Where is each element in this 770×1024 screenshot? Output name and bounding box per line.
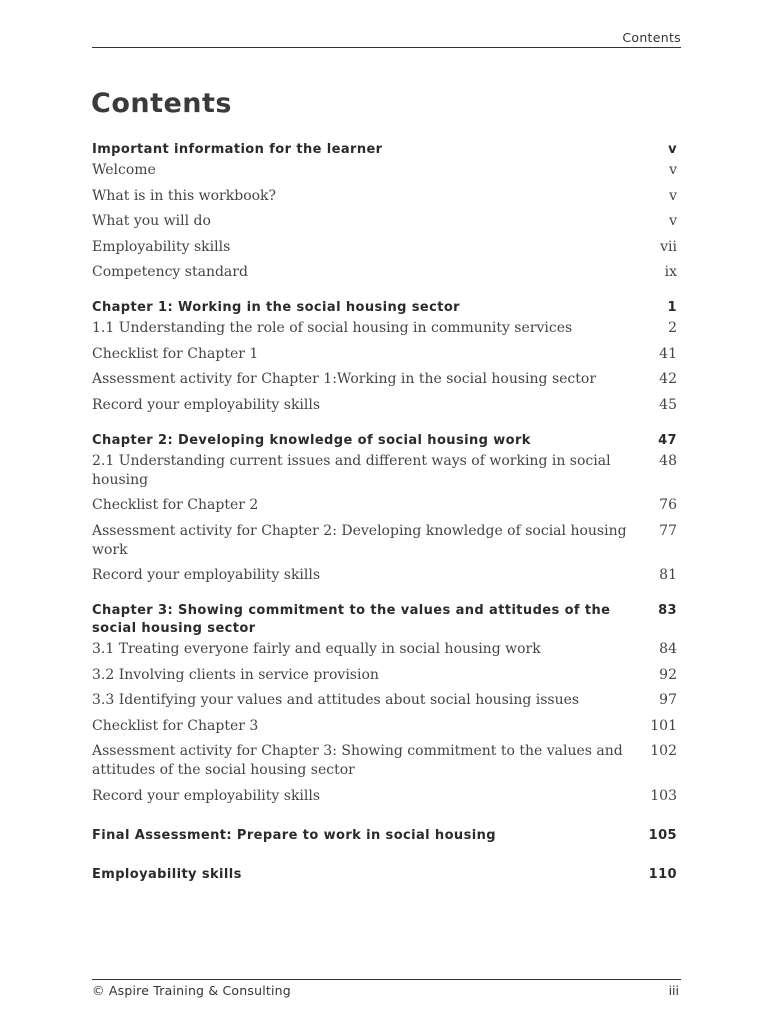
- toc-section-heading[interactable]: [92, 866, 681, 884]
- toc-heading-title: Important information for the learner: [92, 142, 383, 157]
- page-title: Contents: [91, 88, 233, 119]
- footer-copyright: © Aspire Training & Consulting: [92, 983, 291, 998]
- toc-entry-title: Assessment activity for Chapter 3: Showing commitment to the values and attitudes of the social housing sector: [92, 743, 623, 778]
- toc-entry-page: v: [669, 187, 677, 204]
- toc-entry[interactable]: [92, 522, 681, 560]
- toc-entry[interactable]: [92, 370, 681, 389]
- toc-heading-title: Chapter 2: Developing knowledge of social housing work: [92, 432, 531, 448]
- toc-entry-page: 48: [659, 452, 677, 469]
- toc-entry-page: 81: [659, 567, 677, 583]
- footer-page-number: iii: [668, 983, 679, 998]
- toc-heading-page: v: [668, 142, 677, 157]
- footer-rule: [92, 979, 681, 980]
- toc-section-heading[interactable]: [92, 141, 681, 159]
- toc-entry-title: What you will do: [92, 213, 211, 229]
- toc-entry[interactable]: [92, 666, 681, 685]
- toc-entry[interactable]: [92, 345, 681, 364]
- toc-entry[interactable]: [92, 787, 681, 806]
- toc-entry-page: 76: [659, 497, 677, 513]
- toc-section: [92, 602, 681, 806]
- toc-entry-page: 97: [659, 692, 677, 708]
- toc-section-heading[interactable]: [92, 432, 681, 450]
- table-of-contents: [92, 141, 681, 884]
- toc-entry[interactable]: [92, 212, 681, 231]
- toc-entry[interactable]: [92, 263, 681, 282]
- toc-entry-title: Assessment activity for Chapter 1:Working in the social housing sector: [92, 371, 597, 387]
- toc-entry-page: 92: [659, 666, 677, 683]
- toc-entry-page: v: [669, 213, 677, 229]
- toc-entry[interactable]: [92, 161, 681, 180]
- toc-heading-page: 47: [658, 432, 677, 448]
- toc-entry-title: Checklist for Chapter 1: [92, 345, 259, 362]
- toc-heading-title: Final Assessment: Prepare to work in social housing: [92, 827, 496, 843]
- toc-section-heading[interactable]: [92, 602, 681, 638]
- toc-section: [92, 827, 681, 845]
- header-rule: [92, 47, 681, 48]
- toc-entry[interactable]: [92, 691, 681, 710]
- toc-entry-page: 45: [659, 396, 677, 413]
- toc-entry[interactable]: [92, 496, 681, 515]
- toc-entry-page: vii: [660, 238, 677, 255]
- toc-entry[interactable]: [92, 717, 681, 736]
- toc-entry-title: 1.1 Understanding the role of social housing in community services: [92, 320, 573, 336]
- toc-entry-title: Employability skills: [92, 238, 231, 255]
- toc-entry-title: Record your employability skills: [92, 787, 321, 804]
- toc-entry-title: Assessment activity for Chapter 2: Developing knowledge of social housing work: [92, 522, 627, 558]
- toc-entry[interactable]: [92, 566, 681, 585]
- toc-section: [92, 299, 681, 415]
- toc-entry-page: 41: [659, 345, 677, 362]
- toc-entry-title: Checklist for Chapter 2: [92, 497, 259, 513]
- toc-entry-title: Competency standard: [92, 264, 248, 280]
- toc-entry-title: 2.1 Understanding current issues and different ways of working in social housing: [92, 452, 611, 488]
- toc-entry[interactable]: [92, 187, 681, 206]
- toc-entry-title: Checklist for Chapter 3: [92, 717, 259, 734]
- toc-entry-title: Welcome: [92, 162, 156, 178]
- toc-entry[interactable]: [92, 742, 681, 780]
- toc-entry-title: What is in this workbook?: [92, 187, 277, 204]
- toc-heading-title: Chapter 1: Working in the social housing sector: [92, 300, 460, 315]
- toc-heading-page: 83: [658, 603, 677, 618]
- toc-heading-page: 105: [648, 827, 677, 843]
- toc-entry[interactable]: [92, 319, 681, 338]
- toc-section-heading[interactable]: [92, 299, 681, 317]
- toc-entry[interactable]: [92, 238, 681, 257]
- section-gap: [92, 585, 681, 602]
- toc-entry-title: Record your employability skills: [92, 567, 321, 583]
- toc-entry-page: 101: [650, 717, 677, 734]
- toc-entry-page: 2: [668, 320, 677, 336]
- toc-entry[interactable]: [92, 452, 681, 490]
- toc-section: [92, 141, 681, 282]
- section-gap: [92, 282, 681, 299]
- toc-entry-page: 103: [650, 787, 677, 804]
- toc-heading-title: Chapter 3: Showing commitment to the values and attitudes of the social housing sector: [92, 603, 611, 636]
- section-gap: [92, 845, 681, 866]
- toc-entry-title: Record your employability skills: [92, 396, 321, 413]
- toc-section-heading[interactable]: [92, 827, 681, 845]
- toc-entry-title: 3.3 Identifying your values and attitudes about social housing issues: [92, 692, 580, 708]
- toc-entry-page: 42: [659, 371, 677, 387]
- toc-entry-page: v: [669, 162, 677, 178]
- toc-entry-title: 3.2 Involving clients in service provision: [92, 666, 379, 683]
- toc-heading-page: 1: [667, 300, 677, 315]
- toc-entry-page: ix: [664, 264, 677, 280]
- toc-entry[interactable]: [92, 640, 681, 659]
- toc-section: [92, 432, 681, 586]
- toc-heading-page: 110: [648, 866, 677, 882]
- toc-entry-page: 84: [659, 641, 677, 657]
- toc-heading-title: Employability skills: [92, 866, 242, 882]
- toc-entry-page: 77: [659, 522, 677, 539]
- running-header: Contents: [622, 30, 681, 45]
- toc-entry-title: 3.1 Treating everyone fairly and equally in social housing work: [92, 641, 541, 657]
- section-gap: [92, 806, 681, 827]
- toc-section: [92, 866, 681, 884]
- section-gap: [92, 415, 681, 432]
- toc-entry-page: 102: [650, 743, 677, 759]
- toc-entry[interactable]: [92, 396, 681, 415]
